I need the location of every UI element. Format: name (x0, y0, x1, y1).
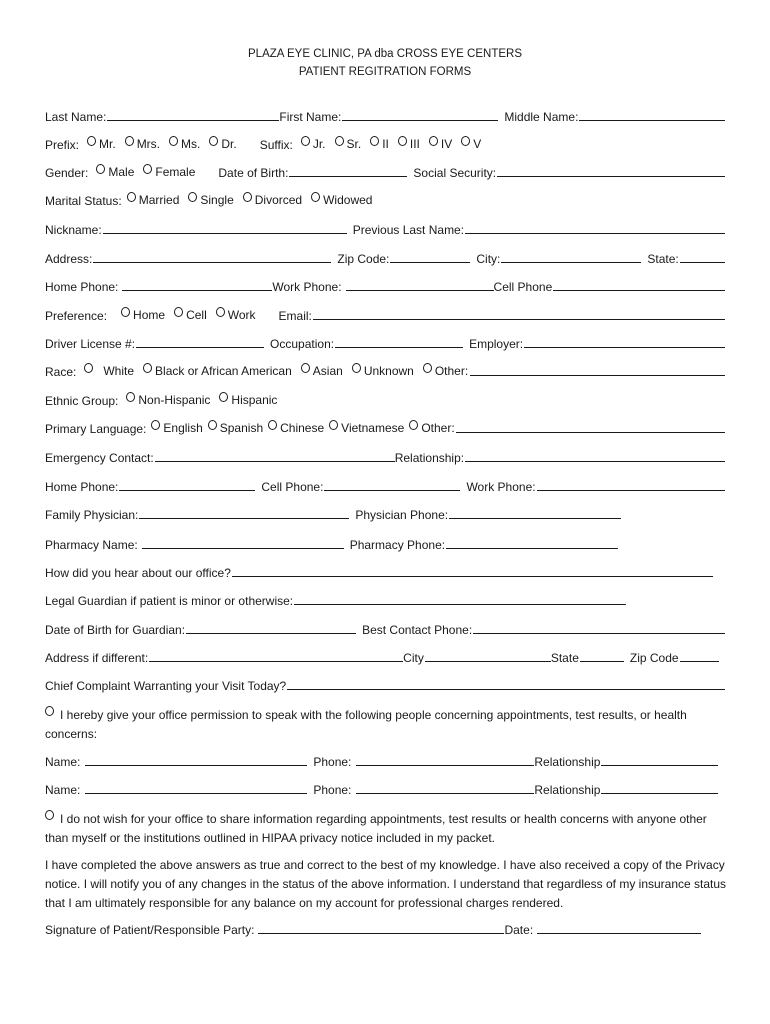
family-physician-field[interactable] (139, 507, 349, 519)
radio-icon (209, 136, 218, 146)
chief-complaint-field[interactable] (287, 678, 725, 690)
alt-address-field[interactable] (149, 650, 403, 662)
race-option-white[interactable]: White (84, 364, 134, 378)
emergency-relationship-label: Relationship: (394, 451, 465, 465)
pharmacy-name-field[interactable] (142, 537, 344, 549)
last-name-label: Last Name: (45, 110, 107, 124)
email-label: Email: (278, 309, 312, 323)
language-option-chinese[interactable]: Chinese (268, 421, 324, 435)
city-field[interactable] (501, 251, 641, 263)
language-option-other[interactable]: Other: (409, 421, 454, 435)
work-phone-label: Work Phone: (272, 280, 342, 294)
contact-2-name-label: Name: (45, 783, 81, 797)
radio-icon (398, 136, 407, 146)
previous-last-name-label: Previous Last Name: (352, 223, 465, 237)
previous-last-name-field[interactable] (465, 222, 725, 234)
prefix-label: Prefix: (45, 138, 80, 152)
radio-icon (301, 363, 310, 373)
radio-icon (429, 136, 438, 146)
legal-guardian-label: Legal Guardian if patient is minor or otherwise: (45, 594, 294, 608)
emergency-cell-phone-label: Cell Phone: (261, 480, 324, 494)
radio-icon (219, 392, 228, 402)
radio-icon (87, 136, 96, 146)
marital-option-widowed[interactable]: Widowed (311, 193, 372, 207)
emergency-contact-field[interactable] (155, 450, 395, 462)
contact-1-phone-label: Phone: (313, 755, 352, 769)
nickname-label: Nickname: (45, 223, 102, 237)
suffix-option-v[interactable]: V (461, 137, 481, 151)
guardian-dob-label: Date of Birth for Guardian: (45, 623, 186, 637)
contact-row-2 (45, 782, 718, 800)
contact-1-name-field[interactable] (85, 754, 307, 766)
race-option-asian[interactable]: Asian (301, 364, 343, 378)
language-other-field[interactable] (456, 421, 725, 433)
first-name-field[interactable] (342, 109, 498, 121)
contact-1-name-label: Name: (45, 755, 81, 769)
prefix-option-mrs[interactable]: Mrs. (125, 137, 160, 151)
ssn-label: Social Security: (413, 166, 497, 180)
prefix-option-mr[interactable]: Mr. (87, 137, 116, 151)
suffix-option-iii[interactable]: III (398, 137, 420, 151)
home-phone-field[interactable] (122, 279, 272, 291)
no-share-text: I do not wish for your office to share information regarding appointments, test results or health concerns with anyone other than myself or the institutions outlined in HIPAA privacy notice included in my packet. (45, 812, 707, 845)
family-physician-label: Family Physician: (45, 508, 139, 522)
contact-2-phone-label: Phone: (313, 783, 352, 797)
form-title: PATIENT REGITRATION FORMS (298, 66, 472, 78)
primary-language-label: Primary Language: (45, 422, 147, 436)
best-contact-phone-field[interactable] (473, 622, 725, 634)
pharmacy-name-label: Pharmacy Name: (45, 538, 138, 552)
radio-icon (121, 307, 130, 317)
permission-statement (45, 706, 730, 744)
radio-icon (208, 420, 217, 430)
driver-license-label: Driver License #: (45, 337, 136, 351)
radio-icon (125, 136, 134, 146)
ethnic-option-non-hispanic[interactable]: Non-Hispanic (126, 393, 210, 407)
radio-icon (96, 164, 105, 174)
signature-row (45, 922, 701, 940)
occupation-label: Occupation: (270, 337, 335, 351)
cell-phone-label: Cell Phone (493, 280, 553, 294)
radio-icon (352, 363, 361, 373)
ethnic-option-hispanic[interactable]: Hispanic (219, 393, 277, 407)
alt-city-label: City (403, 651, 424, 665)
referral-label: How did you hear about our office? (45, 566, 231, 580)
zip-code-label: Zip Code: (337, 252, 390, 266)
employer-label: Employer: (469, 337, 524, 351)
alt-zip-field[interactable] (680, 650, 719, 662)
race-option-unknown[interactable]: Unknown (352, 364, 414, 378)
first-name-label: First Name: (279, 110, 342, 124)
radio-icon (216, 307, 225, 317)
radio-icon (370, 136, 379, 146)
work-phone-field[interactable] (346, 279, 494, 291)
alt-state-field[interactable] (580, 650, 624, 662)
preference-option-cell[interactable]: Cell (174, 308, 207, 322)
contact-2-name-field[interactable] (85, 782, 307, 794)
state-label: State: (647, 252, 679, 266)
signature-date-field[interactable] (537, 922, 701, 934)
emergency-cell-phone-field[interactable] (324, 479, 460, 491)
address-row (45, 251, 725, 269)
dob-field[interactable] (289, 165, 407, 177)
contact-2-relationship-field[interactable] (601, 782, 718, 794)
middle-name-field[interactable] (579, 109, 725, 121)
radio-icon (335, 136, 344, 146)
emergency-home-phone-field[interactable] (119, 479, 255, 491)
physician-row (45, 507, 725, 525)
emergency-contact-label: Emergency Contact: (45, 451, 154, 465)
state-field[interactable] (680, 251, 725, 263)
race-row (45, 364, 725, 382)
gender-label: Gender: (45, 166, 89, 180)
referral-field[interactable] (232, 565, 713, 577)
physician-phone-field[interactable] (449, 507, 621, 519)
license-row (45, 336, 725, 354)
middle-name-label: Middle Name: (504, 110, 579, 124)
signature-field[interactable] (258, 922, 504, 934)
marital-option-divorced[interactable]: Divorced (243, 193, 302, 207)
radio-icon (268, 420, 277, 430)
city-label: City: (476, 252, 501, 266)
physician-phone-label: Physician Phone: (355, 508, 449, 522)
radio-icon (409, 420, 418, 430)
radio-icon (188, 192, 197, 202)
radio-icon (84, 363, 93, 373)
pharmacy-phone-label: Pharmacy Phone: (349, 538, 446, 552)
emergency-work-phone-label: Work Phone: (466, 480, 536, 494)
ssn-field[interactable] (497, 165, 725, 177)
emergency-home-phone-label: Home Phone: (45, 480, 119, 494)
dob-label: Date of Birth: (218, 166, 289, 180)
radio-icon (143, 363, 152, 373)
language-row (45, 421, 725, 439)
emergency-relationship-field[interactable] (465, 450, 725, 462)
guardian-dob-row (45, 622, 725, 640)
suffix-option-ii[interactable]: II (370, 137, 389, 151)
marital-option-single[interactable]: Single (188, 193, 233, 207)
radio-icon (461, 136, 470, 146)
preference-row (45, 308, 725, 326)
radio-icon (301, 136, 310, 146)
race-other-field[interactable] (470, 364, 725, 376)
clinic-title: PLAZA EYE CLINIC, PA dba CROSS EYE CENTERS (248, 48, 522, 60)
radio-icon (151, 420, 160, 430)
suffix-option-sr[interactable]: Sr. (335, 137, 362, 151)
contact-1-relationship-label: Relationship (534, 755, 601, 769)
marital-label: Marital Status: (45, 194, 122, 208)
radio-icon (243, 192, 252, 202)
contact-1-phone-field[interactable] (356, 754, 534, 766)
marital-option-married[interactable]: Married (127, 193, 180, 207)
radio-icon (127, 192, 136, 202)
race-option-other[interactable]: Other: (423, 364, 468, 378)
home-phone-label: Home Phone: (45, 280, 119, 294)
suffix-label: Suffix: (259, 138, 293, 152)
prefix-option-dr[interactable]: Dr. (209, 137, 236, 151)
guardian-row (45, 593, 626, 611)
driver-license-field[interactable] (136, 336, 264, 348)
ethnic-row (45, 393, 725, 411)
nickname-row (45, 222, 725, 240)
alt-address-label: Address if different: (45, 651, 149, 665)
signature-label: Signature of Patient/Responsible Party: (45, 923, 255, 937)
emergency-work-phone-field[interactable] (537, 479, 725, 491)
radio-icon (329, 420, 338, 430)
no-share-statement (45, 810, 730, 848)
attestation-text: I have completed the above answers as true and correct to the best of my knowledge. I have also received a copy of the Privacy notice. I will notify you of any changes in the status of the above information. I understand that regardless of my insurance status that I am ultimately responsible for any balance on my account for professional charges rendered. (45, 858, 727, 910)
chief-complaint-label: Chief Complaint Warranting your Visit Today? (45, 679, 287, 693)
radio-icon (311, 192, 320, 202)
referral-row (45, 565, 713, 583)
permission-radio[interactable] (45, 706, 54, 716)
emergency-row (45, 450, 725, 468)
emergency-phone-row (45, 479, 725, 497)
complaint-row (45, 678, 725, 696)
signature-date-label: Date: (504, 923, 534, 937)
alt-address-row (45, 650, 719, 668)
nickname-field[interactable] (103, 222, 347, 234)
preference-label: Preference: (45, 309, 108, 323)
contact-2-relationship-label: Relationship (534, 783, 601, 797)
employer-field[interactable] (524, 336, 725, 348)
alt-zip-label: Zip Code (629, 651, 679, 665)
pharmacy-phone-field[interactable] (446, 537, 618, 549)
occupation-field[interactable] (335, 336, 463, 348)
cell-phone-field[interactable] (553, 279, 725, 291)
contact-2-phone-field[interactable] (356, 782, 534, 794)
radio-icon (126, 392, 135, 402)
suffix-option-jr[interactable]: Jr. (301, 137, 326, 151)
language-option-spanish[interactable]: Spanish (208, 421, 263, 435)
contact-1-relationship-field[interactable] (601, 754, 718, 766)
suffix-option-iv[interactable]: IV (429, 137, 452, 151)
ethnic-group-label: Ethnic Group: (45, 394, 119, 408)
alt-state-label: State (550, 651, 579, 665)
gender-option-male[interactable]: Male (96, 165, 134, 179)
preference-option-work[interactable]: Work (216, 308, 256, 322)
gender-row (45, 165, 725, 183)
alt-city-field[interactable] (425, 650, 551, 662)
language-option-vietnamese[interactable]: Vietnamese (329, 421, 404, 435)
last-name-field[interactable] (107, 109, 279, 121)
radio-icon (169, 136, 178, 146)
permission-text: I hereby give your office permission to speak with the following people concerning appointments, test results, or health concerns: (45, 708, 687, 741)
radio-icon (143, 164, 152, 174)
best-contact-phone-label: Best Contact Phone: (362, 623, 473, 637)
name-row (45, 109, 725, 127)
address-field[interactable] (93, 251, 331, 263)
no-share-radio[interactable] (45, 810, 54, 820)
race-option-black[interactable]: Black or African American (143, 364, 292, 378)
legal-guardian-field[interactable] (294, 593, 626, 605)
contact-row-1 (45, 754, 718, 772)
language-option-english[interactable]: English (151, 421, 202, 435)
phone-row (45, 279, 725, 297)
prefix-option-ms[interactable]: Ms. (169, 137, 200, 151)
race-label: Race: (45, 365, 77, 379)
address-label: Address: (45, 252, 93, 266)
prefix-suffix-row (45, 137, 725, 155)
zip-code-field[interactable] (390, 251, 470, 263)
marital-row (45, 193, 725, 211)
guardian-dob-field[interactable] (186, 622, 356, 634)
preference-option-home[interactable]: Home (121, 308, 165, 322)
gender-option-female[interactable]: Female (143, 165, 195, 179)
email-field[interactable] (313, 308, 725, 320)
radio-icon (423, 363, 432, 373)
radio-icon (174, 307, 183, 317)
pharmacy-row (45, 537, 725, 555)
